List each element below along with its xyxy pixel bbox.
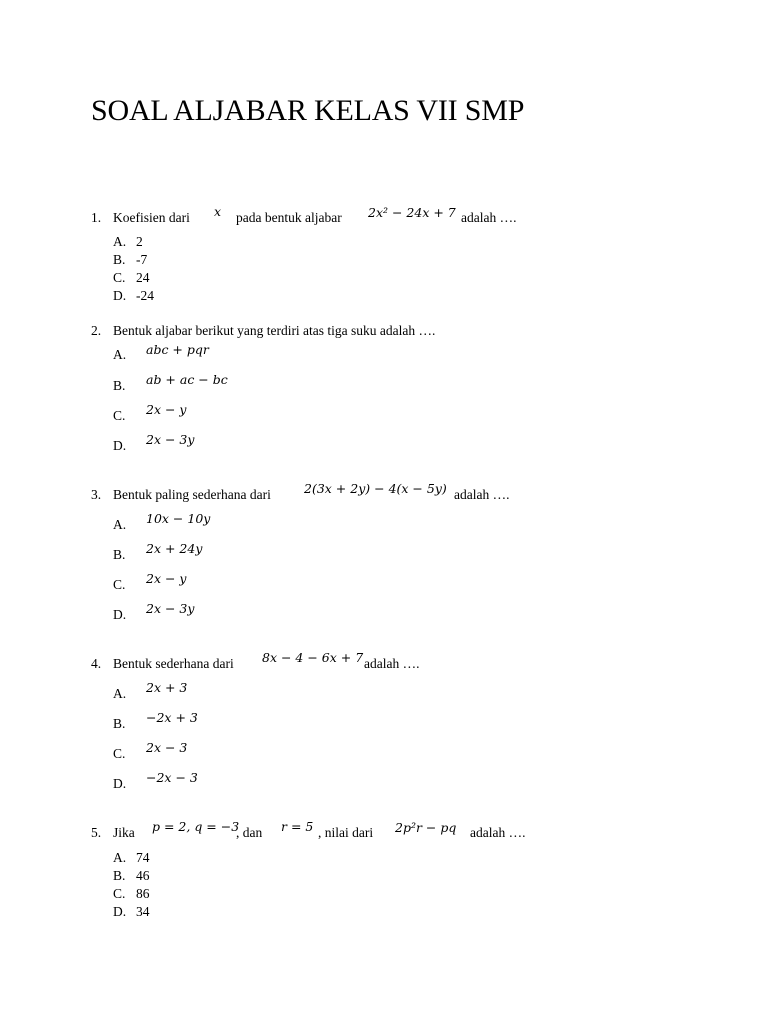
option-value: 2x − y: [146, 402, 187, 417]
option-letter: D.: [113, 776, 127, 791]
question-text: , nilai dari: [318, 825, 374, 840]
question-number: 1.: [91, 210, 102, 225]
question-text: adalah ….: [461, 210, 517, 225]
option-letter: C.: [113, 746, 126, 761]
math-expression: r = 5: [281, 819, 314, 834]
option-letter: A.: [113, 517, 127, 532]
option-value: 2: [136, 234, 143, 249]
option-value: 24: [136, 270, 150, 285]
question-number: 4.: [91, 656, 102, 671]
question-text: , dan: [236, 825, 263, 840]
option-value: 2x − y: [146, 571, 187, 586]
option-value: 2x − 3y: [146, 601, 195, 616]
option-letter: B.: [113, 716, 126, 731]
option-value: 86: [136, 886, 150, 901]
option-letter: B.: [113, 252, 126, 267]
option-value: 2x + 3: [146, 680, 188, 695]
math-expression: 2p²r − pq: [395, 820, 457, 835]
option-letter: D.: [113, 607, 127, 622]
option-letter: B.: [113, 868, 126, 883]
option-value: 46: [136, 868, 150, 883]
question-text: pada bentuk aljabar: [236, 210, 342, 225]
question-number: 5.: [91, 825, 102, 840]
option-value: 2x + 24y: [146, 541, 203, 556]
option-value: abc + pqr: [146, 342, 209, 357]
option-letter: A.: [113, 234, 127, 249]
option-value: 34: [136, 904, 150, 919]
option-value: 2x − 3y: [146, 432, 195, 447]
option-letter: C.: [113, 577, 126, 592]
option-letter: D.: [113, 904, 127, 919]
question-text: adalah ….: [364, 656, 420, 671]
option-letter: A.: [113, 686, 127, 701]
option-value: ab + ac − bc: [146, 372, 228, 387]
question-number: 3.: [91, 487, 102, 502]
option-value: -24: [136, 288, 154, 303]
math-expression: 2(3x + 2y) − 4(x − 5y): [304, 481, 447, 496]
math-expression: 8x − 4 − 6x + 7: [262, 650, 364, 665]
option-letter: C.: [113, 270, 126, 285]
option-value: -7: [136, 252, 148, 267]
math-expression: x: [214, 204, 222, 219]
option-letter: B.: [113, 378, 126, 393]
question-text: Bentuk paling sederhana dari: [113, 487, 271, 502]
question-text: Koefisien dari: [113, 210, 190, 225]
option-letter: A.: [113, 347, 127, 362]
question-text: Bentuk aljabar berikut yang terdiri atas tiga suku adalah ….: [113, 323, 436, 338]
question-text: adalah ….: [470, 825, 526, 840]
option-letter: D.: [113, 438, 127, 453]
option-value: 74: [136, 850, 150, 865]
question-number: 2.: [91, 323, 102, 338]
page-title: SOAL ALJABAR KELAS VII SMP: [91, 94, 525, 127]
question-text: adalah ….: [454, 487, 510, 502]
math-expression: p = 2, q = −3: [152, 819, 240, 834]
option-letter: C.: [113, 886, 126, 901]
option-value: 2x − 3: [146, 740, 188, 755]
option-letter: B.: [113, 547, 126, 562]
question-text: Bentuk sederhana dari: [113, 656, 234, 671]
question-text: Jika: [113, 825, 135, 840]
option-letter: C.: [113, 408, 126, 423]
option-letter: A.: [113, 850, 127, 865]
option-letter: D.: [113, 288, 127, 303]
option-value: −2x − 3: [146, 770, 198, 785]
option-value: 10x − 10y: [146, 511, 211, 526]
math-expression: 2x² − 24x + 7: [368, 205, 456, 220]
option-value: −2x + 3: [146, 710, 198, 725]
